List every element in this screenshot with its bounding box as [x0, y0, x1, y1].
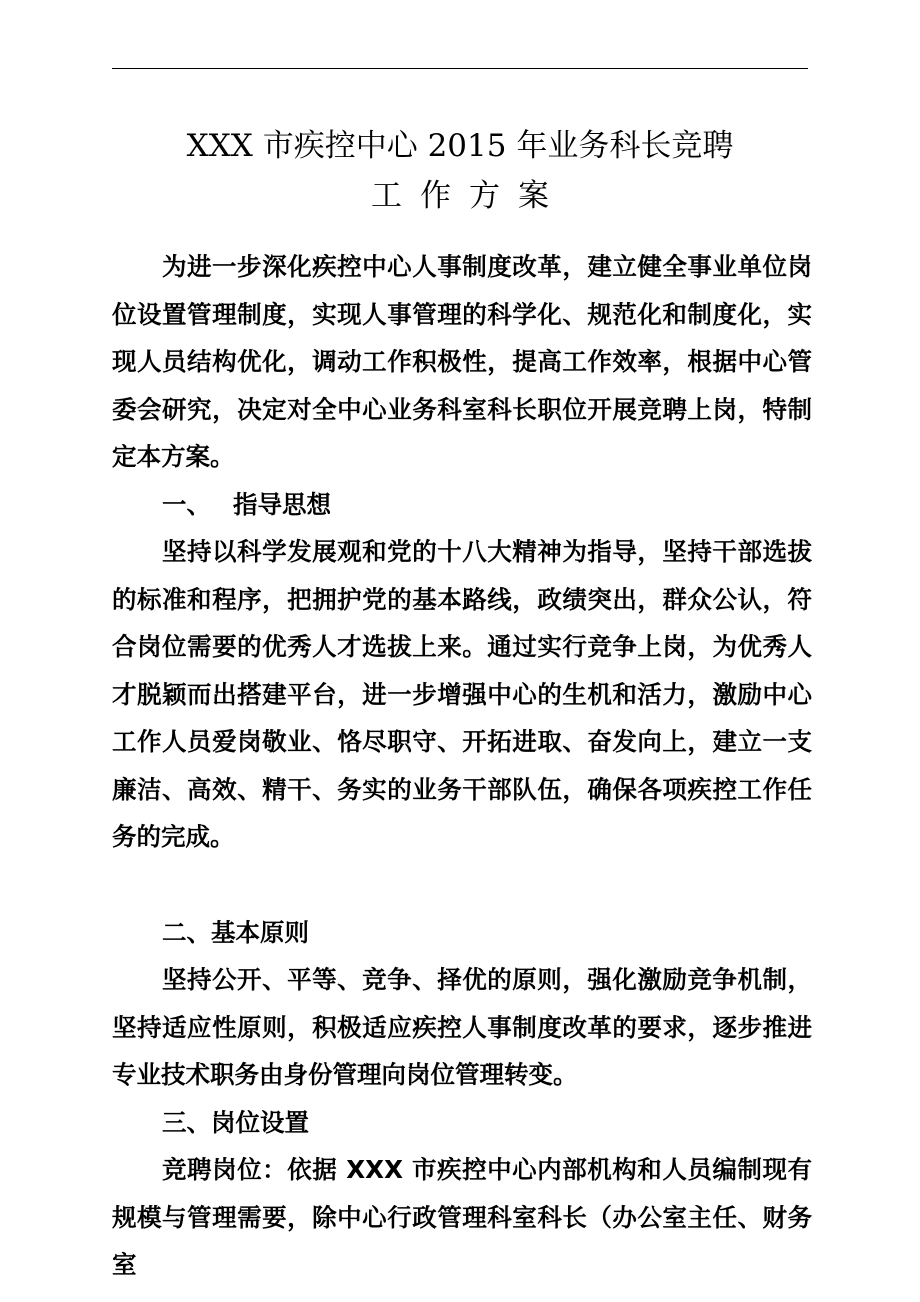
section-title: 岗位设置: [211, 1107, 309, 1137]
section-number: 一、: [162, 489, 211, 519]
section-number: 三、: [162, 1107, 211, 1137]
paragraph-gap: [112, 861, 812, 909]
document-title-line-2: 工作方案: [371, 178, 567, 214]
section-paragraph-3: 竞聘岗位：依据 XXX 市疾控中心内部机构和人员编制现有规模与管理需要，除中心行政管理科室科长（办公室主任、财务室: [112, 1155, 812, 1279]
section-title: 基本原则: [211, 917, 309, 947]
section-heading-3: [112, 1099, 812, 1147]
section-paragraph-2: 坚持公开、平等、竞争、择优的原则，强化激励竞争机制，坚持适应性原则，积极适应疾控人事制度改革的要求，逐步推进专业技术职务由身份管理向岗位管理转变。: [112, 965, 812, 1089]
section-number: 二、: [162, 917, 211, 947]
document-title-line-1: XXX 市疾控中心 2015 年业务科长竞聘: [186, 128, 734, 164]
section-paragraph-1: 坚持以科学发展观和党的十八大精神为指导，坚持干部选拔的标准和程序，把拥护党的基本路线，政绩突出，群众公认，符合岗位需要的优秀人才选拔上来。通过实行竞争上岗，为优秀人才脱颖而出搭建平台，进一步增强中心的生机和活力，激励中心工作人员爱岗敬业、恪尽职守、开拓进取、奋发向上，建立一支廉洁、高效、精干、务实的业务干部队伍，确保各项疾控工作任务的完成。: [112, 537, 812, 851]
intro-paragraph: 为进一步深化疾控中心人事制度改革，建立健全事业单位岗位设置管理制度，实现人事管理的科学化、规范化和制度化，实现人员结构优化，调动工作积极性，提高工作效率，根据中心管委会研究，决定对全中心业务科室科长职位开展竞聘上岗，特制定本方案。: [112, 252, 812, 471]
document-body: [112, 243, 812, 1289]
section-heading-2: [112, 909, 812, 957]
header-rule: [112, 68, 808, 69]
section-title: 指导思想: [233, 489, 331, 519]
section-heading-1: [112, 481, 812, 529]
